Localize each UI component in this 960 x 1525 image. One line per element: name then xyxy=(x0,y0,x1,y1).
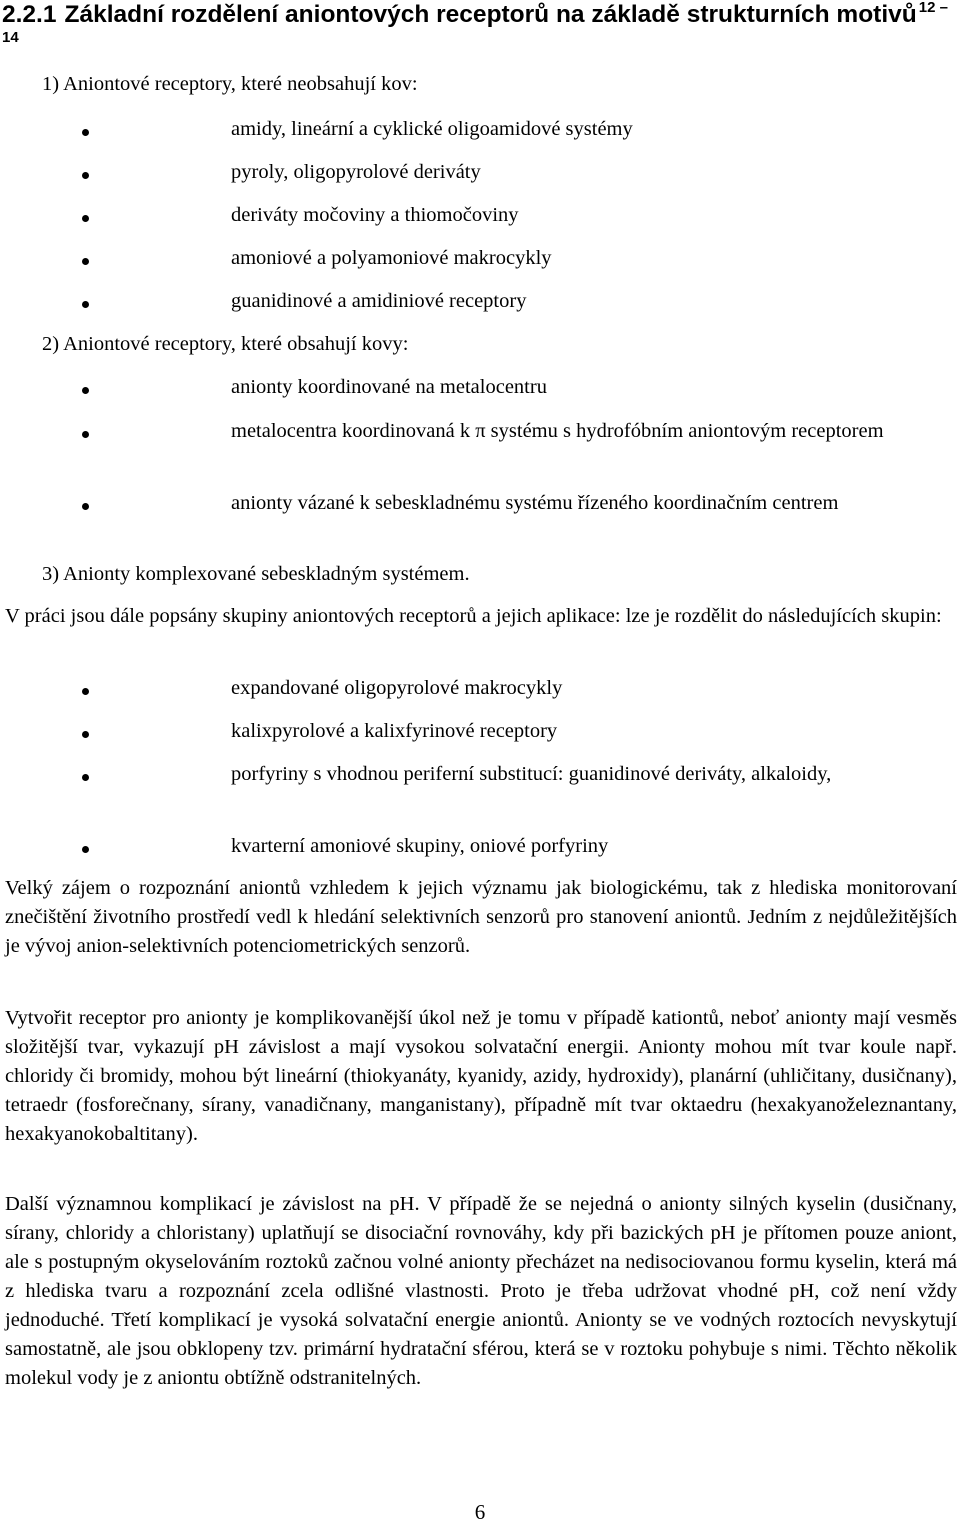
group3-label: 3) Anionty komplexované sebeskladným systémem. xyxy=(42,563,470,585)
group2-item: anionty koordinované na metalocentru xyxy=(231,376,547,398)
group2-item: anionty vázané k sebeskladnému systému řízeného koordinačním centrem xyxy=(231,492,839,514)
group1-item: amoniové a polyamoniové makrocykly xyxy=(231,247,552,269)
bullet-icon xyxy=(78,297,92,311)
paragraph: Další významnou komplikací je závislost na pH. V případě že se nejedná o anionty silných kyselin (dusičnany, sírany, chloridy a chloristany) uplatňují se disociační rovnováhy, kdy při bazických pH je přítomen pouze aniont, ale s postupným okyselováním roztoků začnou volné anionty přecházet na nedisociovanou formu kyselin, která má z hlediska tvaru a rozpoznání zcela odlišné vlastnosti. Proto je třeba udržovat vhodné pH, což není vždy jednoduché. Třetí komplikací je vysoká solvatační energie aniontů. Anionty se ve vodných roztocích nevyskytují samostatně, ale jsou obklopeny tzv. primární hydratační sférou, která se v roztoku pohybuje s nimi. Těchto několik molekul vody je z aniontu obtížně odstranitelných. xyxy=(5,1193,957,1389)
group4-item: porfyriny s vhodnou periferní substitucí: guanidinové deriváty, alkaloidy, xyxy=(231,763,832,785)
page-number: 6 xyxy=(474,1500,486,1524)
section-number: 2.2.1 xyxy=(2,1,57,28)
section-title: Základní rozdělení aniontových receptorů na základě strukturních motivů xyxy=(64,1,917,28)
bullet-icon xyxy=(78,842,92,856)
bullet-icon xyxy=(78,125,92,139)
bullet-icon xyxy=(78,383,92,397)
group4-item: expandované oligopyrolové makrocykly xyxy=(231,677,563,699)
group2-item: metalocentra koordinovaná k π systému s hydrofóbním aniontovým receptorem xyxy=(231,420,884,442)
group1-item: pyroly, oligopyrolové deriváty xyxy=(231,161,481,183)
bullet-icon xyxy=(78,499,92,513)
section-refs: 12 – 14 xyxy=(2,0,948,46)
group4-item: kalixpyrolové a kalixfyrinové receptory xyxy=(231,720,558,742)
section-heading xyxy=(2,0,958,60)
paragraph: Velký zájem o rozpoznání aniontů vzhledem k jejich významu jak biologickému, tak z hlediska monitorovaní znečištění životního prostředí vedl k hledání selektivních senzorů pro stanovení aniontů. Jedním z nejdůležitějších je vývoj anion-selektivních potenciometrických senzorů. xyxy=(5,877,957,957)
bullet-icon xyxy=(78,168,92,182)
group4-item: kvarterní amoniové skupiny, oniové porfyriny xyxy=(231,835,609,857)
group1-item: guanidinové a amidiniové receptory xyxy=(231,290,527,312)
bullet-icon xyxy=(78,684,92,698)
group1-label: 1) Aniontové receptory, které neobsahují kov: xyxy=(42,73,418,95)
bullet-icon xyxy=(78,254,92,268)
group2-label: 2) Aniontové receptory, které obsahují kovy: xyxy=(42,333,409,355)
intro-paragraph: V práci jsou dále popsány skupiny aniontových receptorů a jejich aplikace: lze je rozdělit do následujících skupin: xyxy=(5,605,942,627)
group1-item: deriváty močoviny a thiomočoviny xyxy=(231,204,519,226)
bullet-icon xyxy=(78,427,92,441)
bullet-icon xyxy=(78,770,92,784)
group1-item: amidy, lineární a cyklické oligoamidové systémy xyxy=(231,118,633,140)
bullet-icon xyxy=(78,211,92,225)
paragraph: Vytvořit receptor pro anionty je komplikovanější úkol než je tomu v případě kationtů, neboť anionty mají vesměs složitější tvar, vykazují pH závislost a mají vysokou solvatační energii. Anionty mohou mít tvar koule např. chloridy či bromidy, mohou být lineární (thiokyanáty, kyanidy, azidy, hydroxidy), planární (uhličitany, dusičnany), tetraedr (fosforečnany, sírany, vanadičnany, manganistany), případně mít tvar oktaedru (hexakyanoželeznantany, hexakyanokobaltitany). xyxy=(5,1007,957,1145)
bullet-icon xyxy=(78,727,92,741)
